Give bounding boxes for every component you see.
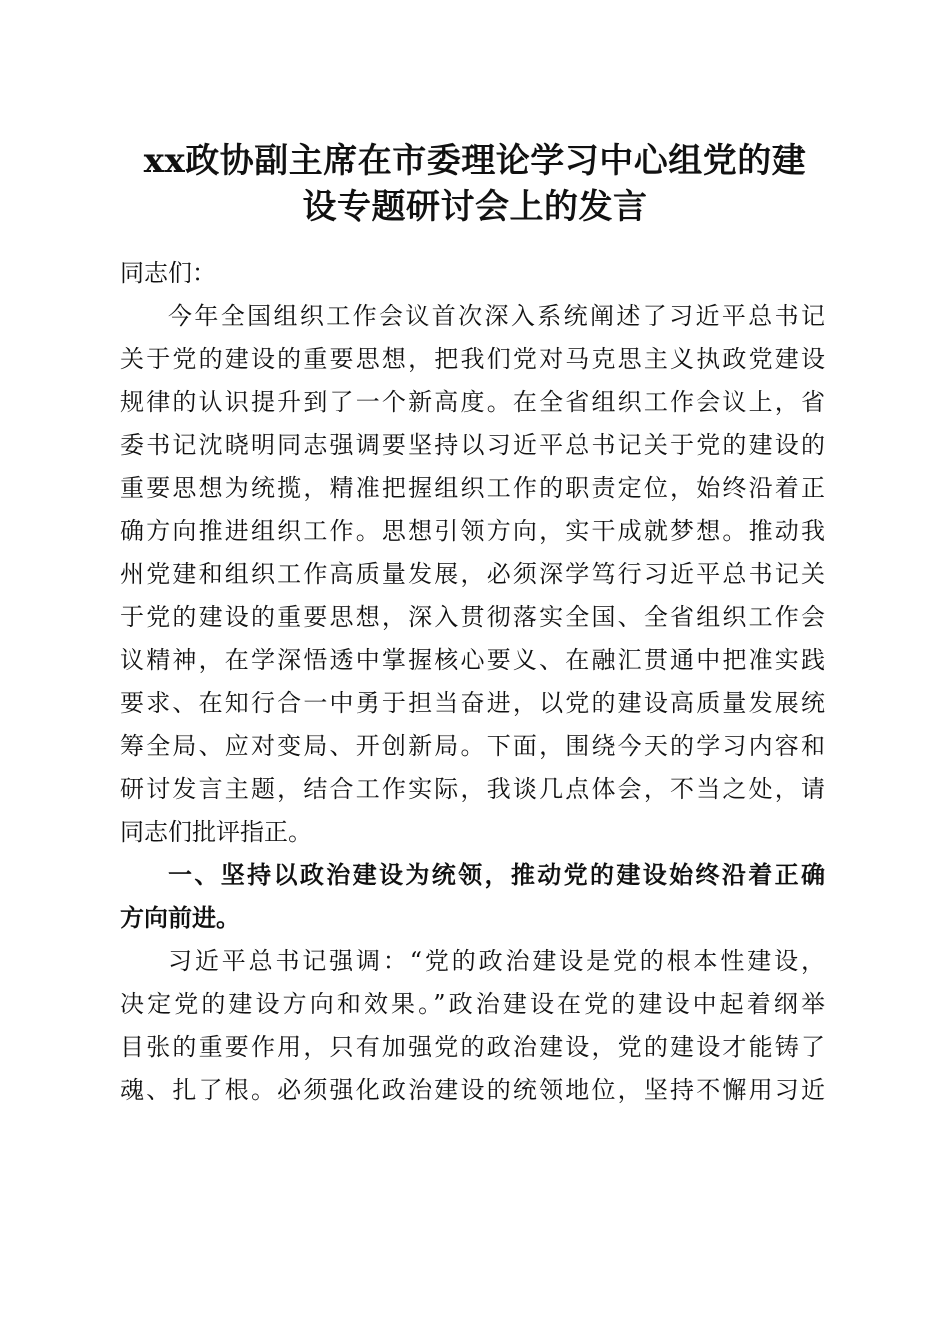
text-line: 委书记沈晓明同志强调要坚持以习近平总书记关于党的建设的 xyxy=(120,431,825,459)
text-line: 州党建和组织工作高质量发展，必须深学笃行习近平总书记关 xyxy=(120,560,825,588)
text-line: 今年全国组织工作会议首次深入系统阐述了习近平总书记 xyxy=(168,302,825,330)
text-line: 研讨发言主题，结合工作实际，我谈几点体会，不当之处，请 xyxy=(120,775,825,803)
text-line: 决定党的建设方向和效果。”政治建设在党的建设中起着纲举 xyxy=(120,990,825,1018)
text-line: 于党的建设的重要思想，深入贯彻落实全国、全省组织工作会 xyxy=(120,603,825,631)
text-line: 关于党的建设的重要思想，把我们党对马克思主义执政党建设 xyxy=(120,345,825,373)
section-heading-1 xyxy=(120,854,825,940)
text-line: 同志们批评指正。 xyxy=(120,818,312,846)
text-line: 议精神，在学深悟透中掌握核心要义、在融汇贯通中把准实践 xyxy=(120,646,825,674)
paragraph-2 xyxy=(120,940,825,1112)
title-line: 设专题研讨会上的发言 xyxy=(302,187,648,227)
text-line: 要求、在知行合一中勇于担当奋进，以党的建设高质量发展统 xyxy=(120,689,825,717)
paragraph-1 xyxy=(120,295,825,854)
title-line: xx政协副主席在市委理论学习中心组党的建 xyxy=(143,141,807,181)
heading-line: 一、坚持以政治建设为统领，推动党的建设始终沿着正确 xyxy=(168,861,825,889)
text-line: 魂、扎了根。必须强化政治建设的统领地位，坚持不懈用习近 xyxy=(120,1076,825,1104)
text-line: 确方向推进组织工作。思想引领方向，实干成就梦想。推动我 xyxy=(120,517,825,545)
document-title xyxy=(100,138,850,230)
salutation: 同志们： xyxy=(120,259,216,287)
text-line: 筹全局、应对变局、开创新局。下面，围绕今天的学习内容和 xyxy=(120,732,825,760)
text-line: 规律的认识提升到了一个新高度。在全省组织工作会议上，省 xyxy=(120,388,825,416)
heading-line: 方向前进。 xyxy=(120,904,240,932)
document-body xyxy=(120,252,825,1112)
text-line: 重要思想为统揽，精准把握组织工作的职责定位，始终沿着正 xyxy=(120,474,825,502)
text-line: 习近平总书记强调：“党的政治建设是党的根本性建设， xyxy=(168,947,825,975)
text-line: 目张的重要作用，只有加强党的政治建设，党的建设才能铸了 xyxy=(120,1033,825,1061)
